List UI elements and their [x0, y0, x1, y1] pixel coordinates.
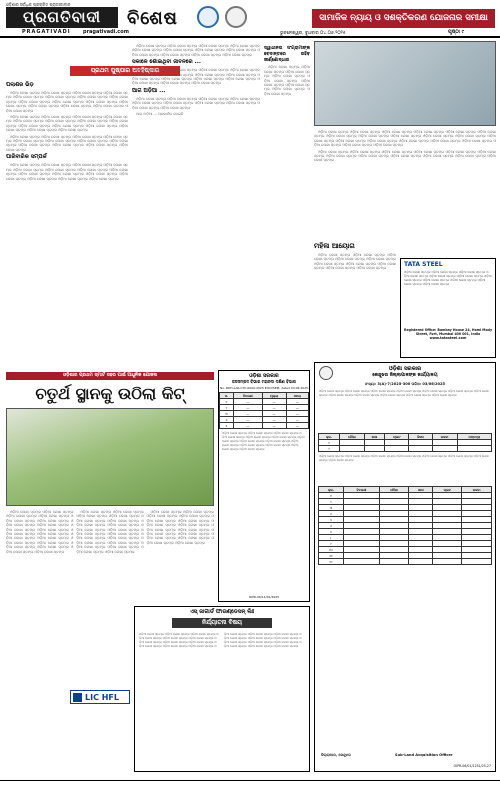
lic-brand: LIC HFL — [85, 693, 119, 702]
logo-sub: PRAGATIVADI — [22, 29, 71, 35]
dateline: ଭୁବନେଶ୍ୱର, ବୁଧବାର ୦୪.୦୬.୨୦୨୫ — [280, 31, 346, 36]
tender-footer: OIPR-06/11/01/2025 — [248, 595, 280, 599]
feature-article: ଓଡ଼ିଆ ଲେଖା ସ୍ତମ୍ଭ ଓଡ଼ିଆ ଲେଖା ସ୍ତମ୍ଭ ଓଡ଼ିଆ ଲେଖା ସ୍ତମ୍ଭ ଓଡ଼ିଆ ଲେଖା ସ୍ତମ୍ଭ ଓଡ଼ିଆ ଲେଖା ସ୍ତମ୍ଭ ଓଡ଼ିଆ ଲେଖା ସ୍ତମ୍ଭ ଓଡ଼ିଆ ଲେଖା ସ୍ତମ୍ଭ ଓଡ଼ିଆ ଲେଖା ସ୍ତମ୍ଭ ଓଡ଼ିଆ ଲେଖା ସ୍ତମ୍ଭ ଓଡ଼ିଆ ଲେଖା ସ୍ତମ୍ଭ ଓଡ଼ିଆ ଲେଖା ସ୍ତମ୍ଭ ଓଡ଼ିଆ ଲେଖା ସ୍ତମ୍ଭ ଓଡ଼ିଆ ଲେଖା ସ୍ତମ୍ଭ ଓଡ଼ିଆ ଲେଖା ସ୍ତମ୍ଭ ଓଡ଼ିଆ ଲେଖା ସ୍ତମ୍ଭ ଓଡ଼ିଆ ଲେଖା ସ୍ତମ୍ଭ ଓଡ଼ିଆ ଲେଖା ସ୍ତମ୍ଭ ଓଡ଼ିଆ ଲେଖା ସ୍ତମ୍ଭ ଓଡ଼ିଆ ଲେଖା ସ୍ତମ୍ଭ ଓଡ଼ିଆ ଲେଖା ସ୍ତମ୍ଭ ଓଡ଼ିଆ ଲେଖା ସ୍ତମ୍ଭ ଓଡ଼ିଆ ଲେଖା ସ୍ତମ୍ଭ ଓଡ଼ିଆ ଲେଖା ସ୍ତମ୍ଭ ଓଡ଼ିଆ ଲେଖା ସ୍ତମ୍ଭ ଓଡ଼ିଆ ଲେଖା ସ୍ତମ୍ଭ ଓଡ଼ିଆ ଲେଖା ସ୍ତମ୍ଭ ଓଡ଼ିଆ ଲେଖା ସ୍ତମ୍ଭ ଓଡ଼ିଆ ଲେଖା ସ୍ତମ୍ଭ ଓଡ଼ିଆ ଲେଖା ସ୍ତମ୍ଭ ଓଡ଼ିଆ ଲେଖା ସ୍ତମ୍ଭ ଓଡ଼ିଆ ଲେଖା ସ୍ତମ୍ଭ ଓଡ଼ିଆ ଲେଖା ସ୍ତମ୍ଭ ଓଡ଼ିଆ ଲେଖା ସ୍ତମ୍ଭ ଓଡ଼ିଆ ଲେଖା ସ୍ତମ୍ଭ ଓଡ଼ିଆ ଲେଖା ସ୍ତମ୍ଭ ଓଡ଼ିଆ ଲେଖା ସ୍ତମ୍ଭ ଓଡ଼ିଆ ଲେଖା ସ୍ତମ୍ଭ ଓଡ଼ିଆ ଲେଖା ସ୍ତମ୍ଭ ଓଡ଼ିଆ ଲେଖା ସ୍ତମ୍ଭ ଓଡ଼ିଆ ଲେଖା ସ୍ତମ୍ଭ ଓଡ଼ିଆ ଲେଖା ସ୍ତମ୍ଭ ଓଡ଼ିଆ ଲେଖା ସ୍ତମ୍ଭ ଓଡ଼ିଆ ଲେଖା ସ୍ତମ୍ଭ ଓଡ଼ିଆ ଲେଖା ସ୍ତମ୍ଭ ଓଡ଼ିଆ ଲେଖା ସ୍ତମ୍ଭ ଓଡ଼ିଆ ଲେଖା ସ୍ତମ୍ଭ ଓଡ଼ିଆ ଲେଖା ସ୍ତମ୍ଭ ଓଡ଼ିଆ ଲେଖା ସ୍ତମ୍ଭ ଓଡ଼ିଆ ଲେଖା ସ୍ତମ୍ଭ ଓଡ଼ିଆ ଲେଖା ସ୍ତମ୍ଭ ଓଡ଼ିଆ ଲେଖା ସ୍ତମ୍ଭ ଓଡ଼ିଆ ଲେଖା ସ୍ତମ୍ଭ ଓଡ଼ିଆ ଲେଖା ସ୍ତମ୍ଭ ଓଡ଼ିଆ ଲେଖା ସ୍ତମ୍ଭ ଓଡ଼ିଆ ଲେଖା ସ୍ତମ୍ଭ ଓଡ଼ିଆ ଲେଖା ସ୍ତମ୍ଭ — [6, 510, 214, 554]
odisha-sign-2: Sub-Land Acquisition Officer — [395, 753, 453, 757]
article-headline[interactable]: ପଲାଶର ଭିଡ଼ — [6, 82, 34, 88]
company-banner: ନିର୍ଯ୍ୟାତନା ବିଷୟ — [172, 618, 272, 628]
tata-brand: TATA STEEL — [404, 261, 443, 268]
odisha-sign-1: ଜିଲ୍ଲାପାଳ, କେନ୍ଦୁଝର — [321, 753, 351, 757]
section-title: ବିଶେଷ — [127, 8, 178, 29]
masthead — [0, 0, 500, 38]
middle-subhead[interactable]: ଆଗ ଅଡ଼ିଆ ... — [132, 87, 166, 94]
land-table-2: କ୍ର. ବିବରଣୀ ମୌଜା ଖାତା ପ୍ଲଟ ରକବା ୧ ୨ ୩ ୪ ୫ ୬ ୭ ୮ ୯ ୧୦ ୧୧ ୧୨ — [318, 486, 492, 565]
center-headline[interactable]: ସ୍ୱାଧୀନତା ସଂଗ୍ରାମୀଙ୍କ ବେଦାନ୍ତରେ ରହିବ ଜୀର୍ଣ୍ଣୋଦ୍ଧାର — [264, 46, 310, 63]
land-table-1: କ୍ର. ମୌଜା ଖାତା ପ୍ଲଟ କିସମ ରକବା ମନ୍ତବ୍ୟ ୧ ୨ — [318, 433, 492, 452]
lic-logo-icon — [73, 693, 82, 702]
right-article: ଓଡ଼ିଆ ଲେଖା ସ୍ତମ୍ଭ ଓଡ଼ିଆ ଲେଖା ସ୍ତମ୍ଭ ଓଡ଼ିଆ ଲେଖା ସ୍ତମ୍ଭ ଓଡ଼ିଆ ଲେଖା ସ୍ତମ୍ଭ ଓଡ଼ିଆ ଲେଖା ସ୍ତମ୍ଭ ଓଡ଼ିଆ ଲେଖା ସ୍ତମ୍ଭ ଓଡ଼ିଆ ଲେଖା ସ୍ତମ୍ଭ ଓଡ଼ିଆ ଲେଖା ସ୍ତମ୍ଭ ଓଡ଼ିଆ ଲେଖା ସ୍ତମ୍ଭ ଓଡ଼ିଆ ଲେଖା ସ୍ତମ୍ଭ ଓଡ଼ିଆ ଲେଖା ସ୍ତମ୍ଭ ଓଡ଼ିଆ ଲେଖା ସ୍ତମ୍ଭ ଓଡ଼ିଆ ଲେଖା ସ୍ତମ୍ଭ ଓଡ଼ିଆ ଲେଖା ସ୍ତମ୍ଭ ଓଡ଼ିଆ ଲେଖା ସ୍ତମ୍ଭ ଓଡ଼ିଆ ଲେଖା ସ୍ତମ୍ଭ ଓଡ଼ିଆ ଲେଖା ସ୍ତମ୍ଭ ଓଡ଼ିଆ ଲେଖା ସ୍ତମ୍ଭ ଓଡ଼ିଆ ଲେଖା ସ୍ତମ୍ଭ ଓଡ଼ିଆ ଲେଖା ସ୍ତମ୍ଭ ଓଡ଼ିଆ ଲେଖା ସ୍ତମ୍ଭ ଓଡ଼ିଆ ଲେଖା ସ୍ତମ୍ଭ ଓଡ଼ିଆ ଲେଖା ସ୍ତମ୍ଭ ଓଡ଼ିଆ ଲେଖା ସ୍ତମ୍ଭ ଓଡ଼ିଆ ଲେଖା ସ୍ତମ୍ଭ ଓଡ଼ିଆ ଲେଖା ସ୍ତମ୍ଭ ଓଡ଼ିଆ ଲେଖା ସ୍ତମ୍ଭ ଓଡ଼ିଆ ଲେଖା ସ୍ତମ୍ଭ ଓଡ଼ିଆ ଲେଖା ସ୍ତମ୍ଭ ଓଡ଼ିଆ ଲେଖା ସ୍ତମ୍ଭ ଓଡ଼ିଆ ଲେଖା ସ୍ତମ୍ଭ ଓଡ଼ିଆ ଲେଖା ସ୍ତମ୍ଭ — [314, 130, 496, 163]
odisha-footer: OIPR-06/01/1251/25-27 — [453, 764, 491, 768]
newspaper-logo[interactable]: ପ୍ରଗତିବାଦୀ — [6, 7, 118, 28]
middle-box-headline[interactable]: ସକାଳେ ଶୋଇଥିବା ଜୀବନରେ ... — [132, 59, 201, 66]
middle-closing: ଆଗ ଅଡ଼ିଆ ... ପ୍ରକାଶିତ ହୋଇଛି — [136, 112, 184, 117]
company-name: ଏସ୍ ଜାଗାର୍ଡ ଫାଉଣ୍ଡେସନ୍ ଲିଃ — [189, 609, 255, 615]
lic-hfl-ad[interactable] — [70, 690, 130, 704]
left-article: ପଲାଶର ଭିଡ଼ ଓଡ଼ିଆ ଲେଖା ସ୍ତମ୍ଭ ଓଡ଼ିଆ ଲେଖା ସ୍ତମ୍ଭ ଓଡ଼ିଆ ଲେଖା ସ୍ତମ୍ଭ ଓଡ଼ିଆ ଲେଖା ସ୍ତମ୍ଭ ଓଡ଼ିଆ ଲେଖା ସ୍ତମ୍ଭ ଓଡ଼ିଆ ଲେଖା ସ୍ତମ୍ଭ ଓଡ଼ିଆ ଲେଖା ସ୍ତମ୍ଭ ଓଡ଼ିଆ ଲେଖା ସ୍ତମ୍ଭ ଓଡ଼ିଆ ଲେଖା ସ୍ତମ୍ଭ ଓଡ଼ିଆ ଲେଖା ସ୍ତମ୍ଭ ଓଡ଼ିଆ ଲେଖା ସ୍ତମ୍ଭ ଓଡ଼ିଆ ଲେଖା ସ୍ତମ୍ଭ ଓଡ଼ିଆ ଲେଖା ସ୍ତମ୍ଭ ଓଡ଼ିଆ ଲେଖା ସ୍ତମ୍ଭ ଓଡ଼ିଆ ଲେଖା ସ୍ତମ୍ଭ ଓଡ଼ିଆ ଲେଖା ସ୍ତମ୍ଭ ଓଡ଼ିଆ ଲେଖା ସ୍ତମ୍ଭ ଓଡ଼ିଆ ଲେଖା ସ୍ତମ୍ଭ ଓଡ଼ିଆ ଲେଖା ସ୍ତମ୍ଭ ଓଡ଼ିଆ ଲେଖା ସ୍ତମ୍ଭ ଓଡ଼ିଆ ଲେଖା ସ୍ତମ୍ଭ ଓଡ଼ିଆ ଲେଖା ସ୍ତମ୍ଭ ଓଡ଼ିଆ ଲେଖା ସ୍ତମ୍ଭ ଓଡ଼ିଆ ଲେଖା ସ୍ତମ୍ଭ ଓଡ଼ିଆ ଲେଖା ସ୍ତମ୍ଭ ଓଡ଼ିଆ ଲେଖା ସ୍ତମ୍ଭ ଓଡ଼ିଆ ଲେଖା ସ୍ତମ୍ଭ ଓଡ଼ିଆ ଲେଖା ସ୍ତମ୍ଭ ଓଡ଼ିଆ ଲେଖା ସ୍ତମ୍ଭ ଓଡ଼ିଆ ଲେଖା ସ୍ତମ୍ଭ ଓଡ଼ିଆ ଲେଖା ସ୍ତମ୍ଭ ଓଡ଼ିଆ ଲେଖା ସ୍ତମ୍ଭ ଓଡ଼ିଆ ଲେଖା ସ୍ତମ୍ଭ ଓଡ଼ିଆ ଲେଖା ସ୍ତମ୍ଭ ଓଡ଼ିଆ ଲେଖା ସ୍ତମ୍ଭ ଓଡ଼ିଆ ଲେଖା ସ୍ତମ୍ଭ ଓଡ଼ିଆ ଲେଖା ସ୍ତମ୍ଭ ଓଡ଼ିଆ ଲେଖା ସ୍ତମ୍ଭ ଓଡ଼ିଆ ଲେଖା ସ୍ତମ୍ଭ ଓଡ଼ିଆ ଲେଖା ସ୍ତମ୍ଭ ଓଡ଼ିଆ ଲେଖା ସ୍ତମ୍ଭ ଓଡ଼ିଆ ଲେଖା ସ୍ତମ୍ଭ ପାରିବାରିକ ସମ୍ପର୍କ ଓଡ଼ିଆ ଲେଖା ସ୍ତମ୍ଭ ଓଡ଼ିଆ ଲେଖା ସ୍ତମ୍ଭ ଓଡ଼ିଆ ଲେଖା ସ୍ତମ୍ଭ ଓଡ଼ିଆ ଲେଖା ସ୍ତମ୍ଭ ଓଡ଼ିଆ ଲେଖା ସ୍ତମ୍ଭ ଓଡ଼ିଆ ଲେଖା ସ୍ତମ୍ଭ ଓଡ଼ିଆ ଲେଖା ସ୍ତମ୍ଭ ଓଡ଼ିଆ ଲେଖା ସ୍ତମ୍ଭ ଓଡ଼ିଆ ଲେଖା ସ୍ତମ୍ଭ ଓଡ଼ିଆ ଲେଖା ସ୍ତମ୍ଭ ଓଡ଼ିଆ ଲେଖା ସ୍ତମ୍ଭ ଓଡ଼ିଆ ଲେଖା ସ୍ତମ୍ଭ ଓଡ଼ିଆ ଲେଖା ସ୍ତମ୍ଭ ଓଡ଼ିଆ ଲେଖା ସ୍ତମ୍ଭ ଓଡ଼ିଆ ଲେଖା ସ୍ତମ୍ଭ — [6, 82, 128, 181]
company-notice[interactable]: ଏସ୍ ଜାଗାର୍ଡ ଫାଉଣ୍ଡେସନ୍ ଲିଃ ନିର୍ଯ୍ୟାତନା ବିଷୟ ଓଡ଼ିଆ ଲେଖା ସ୍ତମ୍ଭ ଓଡ଼ିଆ ଲେଖା ସ୍ତମ୍ଭ ଓଡ଼ିଆ ଲେଖା ସ୍ତମ୍ଭ ଓଡ଼ିଆ ଲେଖା ସ୍ତମ୍ଭ ଓଡ଼ିଆ ଲେଖା ସ୍ତମ୍ଭ ଓଡ଼ିଆ ଲେଖା ସ୍ତମ୍ଭ ଓଡ଼ିଆ ଲେଖା ସ୍ତମ୍ଭ ଓଡ଼ିଆ ଲେଖା ସ୍ତମ୍ଭ ଓଡ଼ିଆ ଲେଖା ସ୍ତମ୍ଭ ଓଡ଼ିଆ ଲେଖା ସ୍ତମ୍ଭ ଓଡ଼ିଆ ଲେଖା ସ୍ତମ୍ଭ ଓଡ଼ିଆ ଲେଖା ସ୍ତମ୍ଭ ଓଡ଼ିଆ ଲେଖା ସ୍ତମ୍ଭ ଓଡ଼ିଆ ଲେଖା ସ୍ତମ୍ଭ ଓଡ଼ିଆ ଲେଖା ସ୍ତମ୍ଭ ଓଡ଼ିଆ ଲେଖା ସ୍ତମ୍ଭ ଓଡ଼ିଆ ଲେଖା ସ୍ତମ୍ଭ ଓଡ଼ିଆ ଲେଖା ସ୍ତମ୍ଭ ଓଡ଼ିଆ ଲେଖା ସ୍ତମ୍ଭ ଓଡ଼ିଆ ଲେଖା ସ୍ତମ୍ଭ ଓଡ଼ିଆ ଲେଖା ସ୍ତମ୍ଭ ଓଡ଼ିଆ ଲେଖା ସ୍ତମ୍ଭ ଓଡ଼ିଆ ଲେଖା ସ୍ତମ୍ଭ ଓଡ଼ିଆ ଲେଖା ସ୍ତମ୍ଭ — [134, 606, 310, 772]
left-banner[interactable]: ପ୍ରଥମ ପୁଷ୍ପାର ଅବହିଷ୍କାର — [70, 66, 180, 76]
odisha-dept: କେନ୍ଦୁଝର ଜିଲ୍ଲାପାଳଙ୍କ କାର୍ଯ୍ୟାଳୟ — [372, 373, 438, 378]
middle-article: ଓଡ଼ିଆ ଲେଖା ସ୍ତମ୍ଭ ଓଡ଼ିଆ ଲେଖା ସ୍ତମ୍ଭ ଓଡ଼ିଆ ଲେଖା ସ୍ତମ୍ଭ ଓଡ଼ିଆ ଲେଖା ସ୍ତମ୍ଭ ଓଡ଼ିଆ ଲେଖା ସ୍ତମ୍ଭ ଓଡ଼ିଆ ଲେଖା ସ୍ତମ୍ଭ ଓଡ଼ିଆ ଲେଖା ସ୍ତମ୍ଭ ଓଡ଼ିଆ ଲେଖା ସ୍ତମ୍ଭ ଓଡ଼ିଆ ଲେଖା ସ୍ତମ୍ଭ ଓଡ଼ିଆ ଲେଖା ସ୍ତମ୍ଭ ଓଡ଼ିଆ ଲେଖା ସ୍ତମ୍ଭ ଓଡ଼ିଆ ଲେଖା ସ୍ତମ୍ଭ ସକାଳେ ଶୋଇଥିବା ଜୀବନରେ ... ଓଡ଼ିଆ ଲେଖା ସ୍ତମ୍ଭ ଓଡ଼ିଆ ଲେଖା ସ୍ତମ୍ଭ ଓଡ଼ିଆ ଲେଖା ସ୍ତମ୍ଭ ଓଡ଼ିଆ ଲେଖା ସ୍ତମ୍ଭ ଓଡ଼ିଆ ଲେଖା ସ୍ତମ୍ଭ ଓଡ଼ିଆ ଲେଖା ସ୍ତମ୍ଭ ଓଡ଼ିଆ ଲେଖା ସ୍ତମ୍ଭ ଓଡ଼ିଆ ଲେଖା ସ୍ତମ୍ଭ ଓଡ଼ିଆ ଲେଖା ସ୍ତମ୍ଭ ଓଡ଼ିଆ ଲେଖା ସ୍ତମ୍ଭ ଓଡ଼ିଆ ଲେଖା ସ୍ତମ୍ଭ ଓଡ଼ିଆ ଲେଖା ସ୍ତମ୍ଭ ଓଡ଼ିଆ ଲେଖା ସ୍ତମ୍ଭ ଓଡ଼ିଆ ଲେଖା ସ୍ତମ୍ଭ ଓଡ଼ିଆ ଲେଖା ସ୍ତମ୍ଭ ଆଗ ଅଡ଼ିଆ ... ଓଡ଼ିଆ ଲେଖା ସ୍ତମ୍ଭ ଓଡ଼ିଆ ଲେଖା ସ୍ତମ୍ଭ ଓଡ଼ିଆ ଲେଖା ସ୍ତମ୍ଭ ଓଡ଼ିଆ ଲେଖା ସ୍ତମ୍ଭ ଓଡ଼ିଆ ଲେଖା ସ୍ତମ୍ଭ ଓଡ଼ିଆ ଲେଖା ସ୍ତମ୍ଭ ଓଡ଼ିଆ ଲେଖା ସ୍ତମ୍ଭ ଓଡ଼ିଆ ଲେଖା ସ୍ତମ୍ଭ ଓଡ଼ିଆ ଲେଖା ସ୍ତମ୍ଭ ଓଡ଼ିଆ ଲେଖା ସ୍ତମ୍ଭ ଆଗ ଅଡ଼ିଆ ... ପ୍ରକାଶିତ ହୋଇଛି — [132, 44, 260, 117]
campus-photo — [6, 408, 214, 506]
footer-strip — [0, 780, 500, 788]
center-news: ସ୍ୱାଧୀନତା ସଂଗ୍ରାମୀଙ୍କ ବେଦାନ୍ତରେ ରହିବ ଜୀର୍ଣ୍ଣୋଦ୍ଧାର ଓଡ଼ିଆ ଲେଖା ସ୍ତମ୍ଭ ଓଡ଼ିଆ ଲେଖା ସ୍ତମ୍ଭ ଓଡ଼ିଆ ଲେଖା ସ୍ତମ୍ଭ ଓଡ଼ିଆ ଲେଖା ସ୍ତମ୍ଭ ଓଡ଼ିଆ ଲେଖା ସ୍ତମ୍ଭ ଓଡ଼ିଆ ଲେଖା ସ୍ତମ୍ଭ ଓଡ଼ିଆ ଲେଖା ସ୍ତମ୍ଭ ଓଡ଼ିଆ ଲେଖା ସ୍ତମ୍ଭ ଓଡ଼ିଆ ଲେଖା ସ୍ତମ୍ଭ — [264, 46, 310, 96]
tata-steel-ad[interactable]: TATA STEEL ଓଡ଼ିଆ ଲେଖା ସ୍ତମ୍ଭ ଓଡ଼ିଆ ଲେଖା ସ୍ତମ୍ଭ ଓଡ଼ିଆ ଲେଖା ସ୍ତମ୍ଭ ଓଡ଼ିଆ ଲେଖା ସ୍ତମ୍ଭ ଓଡ଼ିଆ ଲେଖା ସ୍ତମ୍ଭ ଓଡ଼ିଆ ଲେଖା ସ୍ତମ୍ଭ ଓଡ଼ିଆ ଲେଖା ସ୍ତମ୍ଭ ଓଡ଼ିଆ ଲେଖା ସ୍ତମ୍ଭ ଓଡ଼ିଆ ଲେଖା ସ୍ତମ୍ଭ ଓଡ଼ିଆ ଲେଖା ସ୍ତମ୍ଭ ଓଡ଼ିଆ ଲେଖା ସ୍ତମ୍ଭ Registered Office: Bombay House 24, Homi Mody Street, Fort, Mumbai 400 001, India www.tatasteel.com — [400, 258, 496, 358]
section-head[interactable]: ପାରିବାରିକ ସମ୍ପର୍କ — [6, 154, 47, 161]
odisha-title: ଓଡ଼ିଶା ସରକାର — [388, 366, 422, 372]
mahila-column: ମହିଳା ଆୟୋଗ ଓଡ଼ିଆ ଲେଖା ସ୍ତମ୍ଭ ଓଡ଼ିଆ ଲେଖା ସ୍ତମ୍ଭ ଓଡ଼ିଆ ଲେଖା ସ୍ତମ୍ଭ ଓଡ଼ିଆ ଲେଖା ସ୍ତମ୍ଭ ଓଡ଼ିଆ ଲେଖା ସ୍ତମ୍ଭ ଓଡ଼ିଆ ଲେଖା ସ୍ତମ୍ଭ ଓଡ଼ିଆ ଲେଖା ସ୍ତମ୍ଭ ଓଡ଼ିଆ ଲେଖା ସ୍ତମ୍ଭ ଓଡ଼ିଆ ଲେଖା ସ୍ତମ୍ଭ ଓଡ଼ିଆ ଲେଖା ସ୍ତମ୍ଭ — [314, 242, 396, 271]
site-url[interactable]: pragativadi.com — [83, 29, 129, 35]
mahila-headline[interactable]: ମହିଳା ଆୟୋଗ — [314, 242, 355, 250]
govt-emblem-icon — [319, 366, 333, 380]
tata-web[interactable]: www.tatasteel.com — [429, 336, 467, 340]
top-right-headline[interactable]: ସାମାଜିକ ନ୍ୟାୟ ଓ ସଶକ୍ତିକରଣ ଯୋଜନାର ସମୀକ୍ଷା — [312, 9, 495, 28]
feature-small-banner[interactable]: ଓଡ଼ିଶାର ପ୍ରଥମ ସ୍ମାର୍ଟ ସହର ପାଇଁ ଆଧୁନିକ ଯୋଜନା — [6, 372, 214, 380]
page-number: ପୃଷ୍ଠା ୯ — [448, 29, 465, 35]
tender-title: ଓଡ଼ିଶା ସରକାର — [249, 373, 279, 379]
tender-ref: No. RDH-LAR-CTC-0000-2025 EOI/VSEM, dated 03.06.2025 — [219, 386, 309, 390]
tata-office: Registered Office: Bombay House 24, Homi Mody Street, Fort, Mumbai 400 001, India — [404, 328, 493, 336]
meeting-photo — [314, 41, 496, 126]
feature-headline[interactable]: ଚତୁର୍ଥ ସ୍ଥାନକୁ ଉଠିଲା କିଟ୍ — [35, 384, 185, 403]
article-text: ଓଡ଼ିଆ ଲେଖା ସ୍ତମ୍ଭ ଓଡ଼ିଆ ଲେଖା ସ୍ତମ୍ଭ ଓଡ଼ିଆ ଲେଖା ସ୍ତମ୍ଭ ଓଡ଼ିଆ ଲେଖା ସ୍ତମ୍ଭ ଓଡ଼ିଆ ଲେଖା ସ୍ତମ୍ଭ ଓଡ଼ିଆ ଲେଖା ସ୍ତମ୍ଭ ଓଡ଼ିଆ ଲେଖା ସ୍ତମ୍ଭ ଓଡ଼ିଆ ଲେଖା ସ୍ତମ୍ଭ ଓଡ଼ିଆ ଲେଖା ସ୍ତମ୍ଭ ଓଡ଼ିଆ ଲେଖା ସ୍ତମ୍ଭ ଓଡ଼ିଆ ଲେଖା ସ୍ତମ୍ଭ ଓଡ଼ିଆ ଲେଖା ସ୍ତମ୍ଭ ଓଡ଼ିଆ ଲେଖା ସ୍ତମ୍ଭ ଓଡ଼ିଆ ଲେଖା ସ୍ତମ୍ଭ ଓଡ଼ିଆ ଲେଖା ସ୍ତମ୍ଭ ଓଡ଼ିଆ ଲେଖା ସ୍ତମ୍ଭ — [6, 91, 128, 113]
odisha-govt-notice[interactable]: ଓଡ଼ିଶା ସରକାର କେନ୍ଦୁଝର ଜିଲ୍ଲାପାଳଙ୍କ କାର୍ଯ୍ୟାଳୟ ସଂଖ୍ୟା: 3(A)-7/2025-300 ତାରିଖ: 03/06/2025 ଓଡ଼ିଆ ଲେଖା ସ୍ତମ୍ଭ ଓଡ଼ିଆ ଲେଖା ସ୍ତମ୍ଭ ଓଡ଼ିଆ ଲେଖା ସ୍ତମ୍ଭ ଓଡ଼ିଆ ଲେଖା ସ୍ତମ୍ଭ ଓଡ଼ିଆ ଲେଖା ସ୍ତମ୍ଭ ଓଡ଼ିଆ ଲେଖା ସ୍ତମ୍ଭ ଓଡ଼ିଆ ଲେଖା ସ୍ତମ୍ଭ ଓଡ଼ିଆ ଲେଖା ସ୍ତମ୍ଭ ଓଡ଼ିଆ ଲେଖା ସ୍ତମ୍ଭ ଓଡ଼ିଆ ଲେଖା ସ୍ତମ୍ଭ ଓଡ଼ିଆ ଲେଖା ସ୍ତମ୍ଭ ଓଡ଼ିଆ ଲେଖା ସ୍ତମ୍ଭ କ୍ର. ମୌଜା ଖାତା ପ୍ଲଟ କିସମ ରକବା ମନ୍ତବ୍ୟ ୧ ୨ ଓଡ଼ିଆ ଲେଖା ସ୍ତମ୍ଭ ଓଡ଼ିଆ ଲେଖା ସ୍ତମ୍ଭ ଓଡ଼ିଆ ଲେଖା ସ୍ତମ୍ଭ ଓଡ଼ିଆ ଲେଖା ସ୍ତମ୍ଭ ଓଡ଼ିଆ ଲେଖା ସ୍ତମ୍ଭ ଓଡ଼ିଆ ଲେଖା ସ୍ତମ୍ଭ ଓଡ଼ିଆ ଲେଖା ସ୍ତମ୍ଭ ଓଡ଼ିଆ ଲେଖା ସ୍ତମ୍ଭ କ୍ର. ବିବରଣୀ ମୌଜା ଖାତା ପ୍ଲଟ ରକବା ୧ ୨ ୩ ୪ ୫ ୬ ୭ ୮ ୯ ୧୦ ୧୧ ୧୨ ଜିଲ୍ଲାପାଳ, କେନ୍ଦୁଝର Sub-Land Acquisition Officer OIPR-06/01/1251/25-27 — [314, 362, 496, 772]
tender-notice[interactable]: ଓଡ଼ିଶା ସରକାର ଜଳସମ୍ପଦ ବିଭାଗ ମହାନଦୀ ଦକ୍ଷିଣ ବିଭାଗ No. RDH-LAR-CTC-0000-2025 EOI/VSEM, dated 03.06.2025 ସ. ବିବରଣୀ ମୂଲ୍ୟ ସମୟ ୧ — — — ୨ — — — ୩ — — — ୪ — — — ୫ — — — ଓଡ଼ିଆ ଲେଖା ସ୍ତମ୍ଭ ଓଡ଼ିଆ ଲେଖା ସ୍ତମ୍ଭ ଓଡ଼ିଆ ଲେଖା ସ୍ତମ୍ଭ ଓଡ଼ିଆ ଲେଖା ସ୍ତମ୍ଭ ଓଡ଼ିଆ ଲେଖା ସ୍ତମ୍ଭ ଓଡ଼ିଆ ଲେଖା ସ୍ତମ୍ଭ ଓଡ଼ିଆ ଲେଖା ସ୍ତମ୍ଭ ଓଡ଼ିଆ ଲେଖା ସ୍ତମ୍ଭ ଓଡ଼ିଆ ଲେଖା ସ୍ତମ୍ଭ ଓଡ଼ିଆ ଲେଖା ସ୍ତମ୍ଭ ଓଡ଼ିଆ ଲେଖା ସ୍ତମ୍ଭ ଓଡ଼ିଆ ଲେଖା ସ୍ତମ୍ଭ ଓଡ଼ିଆ ଲେଖା ସ୍ତମ୍ଭ ଓଡ଼ିଆ ଲେଖା ସ୍ତମ୍ଭ OIPR-06/11/01/2025 — [218, 370, 310, 602]
odisha-notice-no: ସଂଖ୍ୟା: 3(A)-7/2025-300 ତାରିଖ: 03/06/2025 — [364, 382, 446, 386]
emblem-icon — [197, 6, 219, 28]
tender-dept: ଜଳସମ୍ପଦ ବିଭାଗ ମହାନଦୀ ଦକ୍ଷିଣ ବିଭାଗ — [232, 379, 296, 384]
govt-seal-icon — [225, 6, 247, 28]
tagline: ଓଡ଼ିଶାର ସର୍ବାଧିକ ପ୍ରଚାରିତ ପ୍ରାତଃକାଳୀନ — [6, 2, 71, 7]
tender-table: ସ. ବିବରଣୀ ମୂଲ୍ୟ ସମୟ ୧ — — — ୨ — — — ୩ — — — ୪ — — — ୫ — — — — [219, 392, 309, 429]
